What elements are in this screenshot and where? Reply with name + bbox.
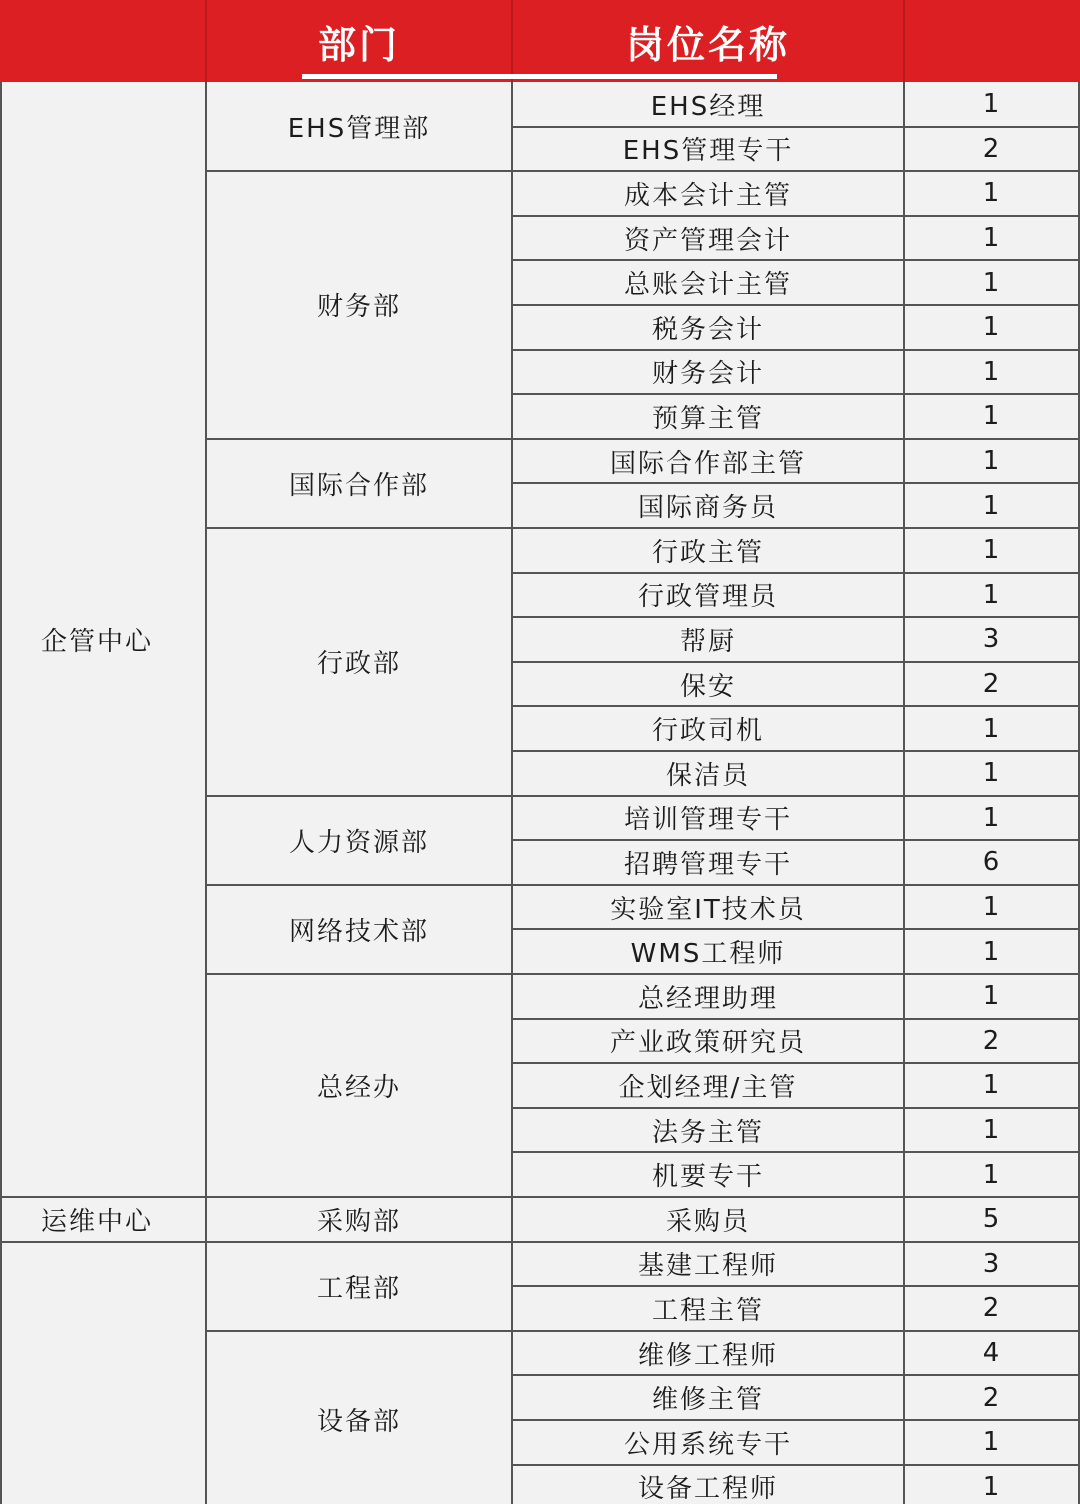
headcount-cell: 1: [904, 483, 1080, 528]
row-divider: [512, 705, 1080, 707]
headcount-cell: 1: [904, 1152, 1080, 1197]
headcount-cell: 1: [904, 1420, 1080, 1465]
headcount-cell: 1: [904, 394, 1080, 439]
position-cell: 法务主管: [512, 1108, 904, 1153]
position-cell: 帮厨: [512, 617, 904, 662]
position-cell: 基建工程师: [512, 1242, 904, 1287]
headcount-cell: 1: [904, 216, 1080, 261]
headcount-cell: 1: [904, 82, 1080, 127]
row-divider: [206, 438, 1080, 440]
row-divider: [512, 126, 1080, 128]
position-cell: 行政主管: [512, 528, 904, 573]
header-divider: [903, 0, 905, 82]
center-cell: [0, 1242, 206, 1504]
position-cell: 保安: [512, 662, 904, 707]
row-divider: [206, 795, 1080, 797]
row-divider: [512, 1018, 1080, 1020]
position-cell: 企划经理/主管: [512, 1063, 904, 1108]
row-divider: [206, 170, 1080, 172]
position-cell: 预算主管: [512, 394, 904, 439]
headcount-cell: 1: [904, 260, 1080, 305]
row-divider: [512, 1464, 1080, 1466]
headcount-cell: 2: [904, 662, 1080, 707]
header-divider: [511, 0, 513, 82]
headcount-cell: 3: [904, 617, 1080, 662]
center-cell: 运维中心: [0, 1197, 206, 1242]
position-cell: 维修工程师: [512, 1331, 904, 1376]
position-cell: EHS管理专干: [512, 127, 904, 172]
headcount-cell: 1: [904, 974, 1080, 1019]
headcount-cell: 1: [904, 929, 1080, 974]
headcount-cell: 1: [904, 171, 1080, 216]
position-cell: 国际合作部主管: [512, 439, 904, 484]
row-divider: [512, 259, 1080, 261]
headcount-cell: 3: [904, 1242, 1080, 1287]
department-cell: 人力资源部: [206, 796, 512, 885]
column-divider: [205, 82, 207, 1504]
position-cell: 产业政策研究员: [512, 1019, 904, 1064]
headcount-cell: 1: [904, 796, 1080, 841]
headcount-cell: 1: [904, 1465, 1080, 1504]
column-divider: [0, 82, 2, 1504]
row-divider: [206, 884, 1080, 886]
headcount-cell: 1: [904, 885, 1080, 930]
row-divider: [206, 973, 1080, 975]
headcount-cell: 1: [904, 1063, 1080, 1108]
headcount-cell: 2: [904, 1375, 1080, 1420]
row-divider: [512, 1419, 1080, 1421]
row-divider: [512, 482, 1080, 484]
position-cell: 工程主管: [512, 1286, 904, 1331]
position-cell: 总经理助理: [512, 974, 904, 1019]
center-cell: 企管中心: [0, 82, 206, 1197]
row-divider: [512, 750, 1080, 752]
position-cell: 招聘管理专干: [512, 840, 904, 885]
header-cell-department: 部门: [206, 0, 512, 82]
position-cell: 行政管理员: [512, 573, 904, 618]
row-divider: [512, 572, 1080, 574]
position-cell: 采购员: [512, 1197, 904, 1242]
department-cell: 总经办: [206, 974, 512, 1197]
position-cell: 成本会计主管: [512, 171, 904, 216]
headcount-cell: 1: [904, 439, 1080, 484]
row-divider: [512, 304, 1080, 306]
row-divider: [512, 1107, 1080, 1109]
department-cell: 行政部: [206, 528, 512, 796]
header-cell-count: [904, 0, 1080, 82]
row-divider: [512, 1151, 1080, 1153]
row-divider: [512, 393, 1080, 395]
row-divider: [512, 215, 1080, 217]
position-cell: 培训管理专干: [512, 796, 904, 841]
row-divider: [512, 1062, 1080, 1064]
headcount-cell: 1: [904, 573, 1080, 618]
position-cell: 保洁员: [512, 751, 904, 796]
row-divider: [0, 1241, 1080, 1243]
position-cell: 总账会计主管: [512, 260, 904, 305]
position-cell: 税务会计: [512, 305, 904, 350]
headcount-cell: 4: [904, 1331, 1080, 1376]
row-divider: [0, 1196, 1080, 1198]
column-divider: [903, 82, 905, 1504]
position-cell: 行政司机: [512, 706, 904, 751]
row-divider: [512, 839, 1080, 841]
header-underline: [512, 74, 777, 79]
position-cell: WMS工程师: [512, 929, 904, 974]
headcount-cell: 2: [904, 1019, 1080, 1064]
headcount-cell: 1: [904, 350, 1080, 395]
position-cell: 实验室IT技术员: [512, 885, 904, 930]
position-cell: 资产管理会计: [512, 216, 904, 261]
department-cell: 设备部: [206, 1331, 512, 1504]
position-cell: 设备工程师: [512, 1465, 904, 1504]
row-divider: [206, 527, 1080, 529]
headcount-cell: 2: [904, 127, 1080, 172]
position-cell: EHS经理: [512, 82, 904, 127]
row-divider: [512, 616, 1080, 618]
department-cell: 采购部: [206, 1197, 512, 1242]
department-cell: 财务部: [206, 171, 512, 439]
department-cell: EHS管理部: [206, 82, 512, 171]
header-cell-position: 岗位名称: [512, 0, 904, 82]
department-cell: 工程部: [206, 1242, 512, 1331]
department-cell: 国际合作部: [206, 439, 512, 528]
position-cell: 公用系统专干: [512, 1420, 904, 1465]
row-divider: [512, 928, 1080, 930]
headcount-cell: 1: [904, 706, 1080, 751]
header-underline: [302, 74, 512, 79]
position-cell: 财务会计: [512, 350, 904, 395]
headcount-cell: 2: [904, 1286, 1080, 1331]
headcount-cell: 1: [904, 751, 1080, 796]
headcount-cell: 1: [904, 305, 1080, 350]
headcount-cell: 1: [904, 1108, 1080, 1153]
position-cell: 国际商务员: [512, 483, 904, 528]
headcount-cell: 1: [904, 528, 1080, 573]
row-divider: [512, 1285, 1080, 1287]
position-cell: 机要专干: [512, 1152, 904, 1197]
row-divider: [512, 1374, 1080, 1376]
row-divider: [206, 1330, 1080, 1332]
headcount-cell: 5: [904, 1197, 1080, 1242]
row-divider: [512, 661, 1080, 663]
row-divider: [512, 349, 1080, 351]
headcount-cell: 6: [904, 840, 1080, 885]
department-cell: 网络技术部: [206, 885, 512, 974]
header-divider: [205, 0, 207, 82]
column-divider: [511, 82, 513, 1504]
header-cell-center: [0, 0, 206, 82]
position-cell: 维修主管: [512, 1375, 904, 1420]
